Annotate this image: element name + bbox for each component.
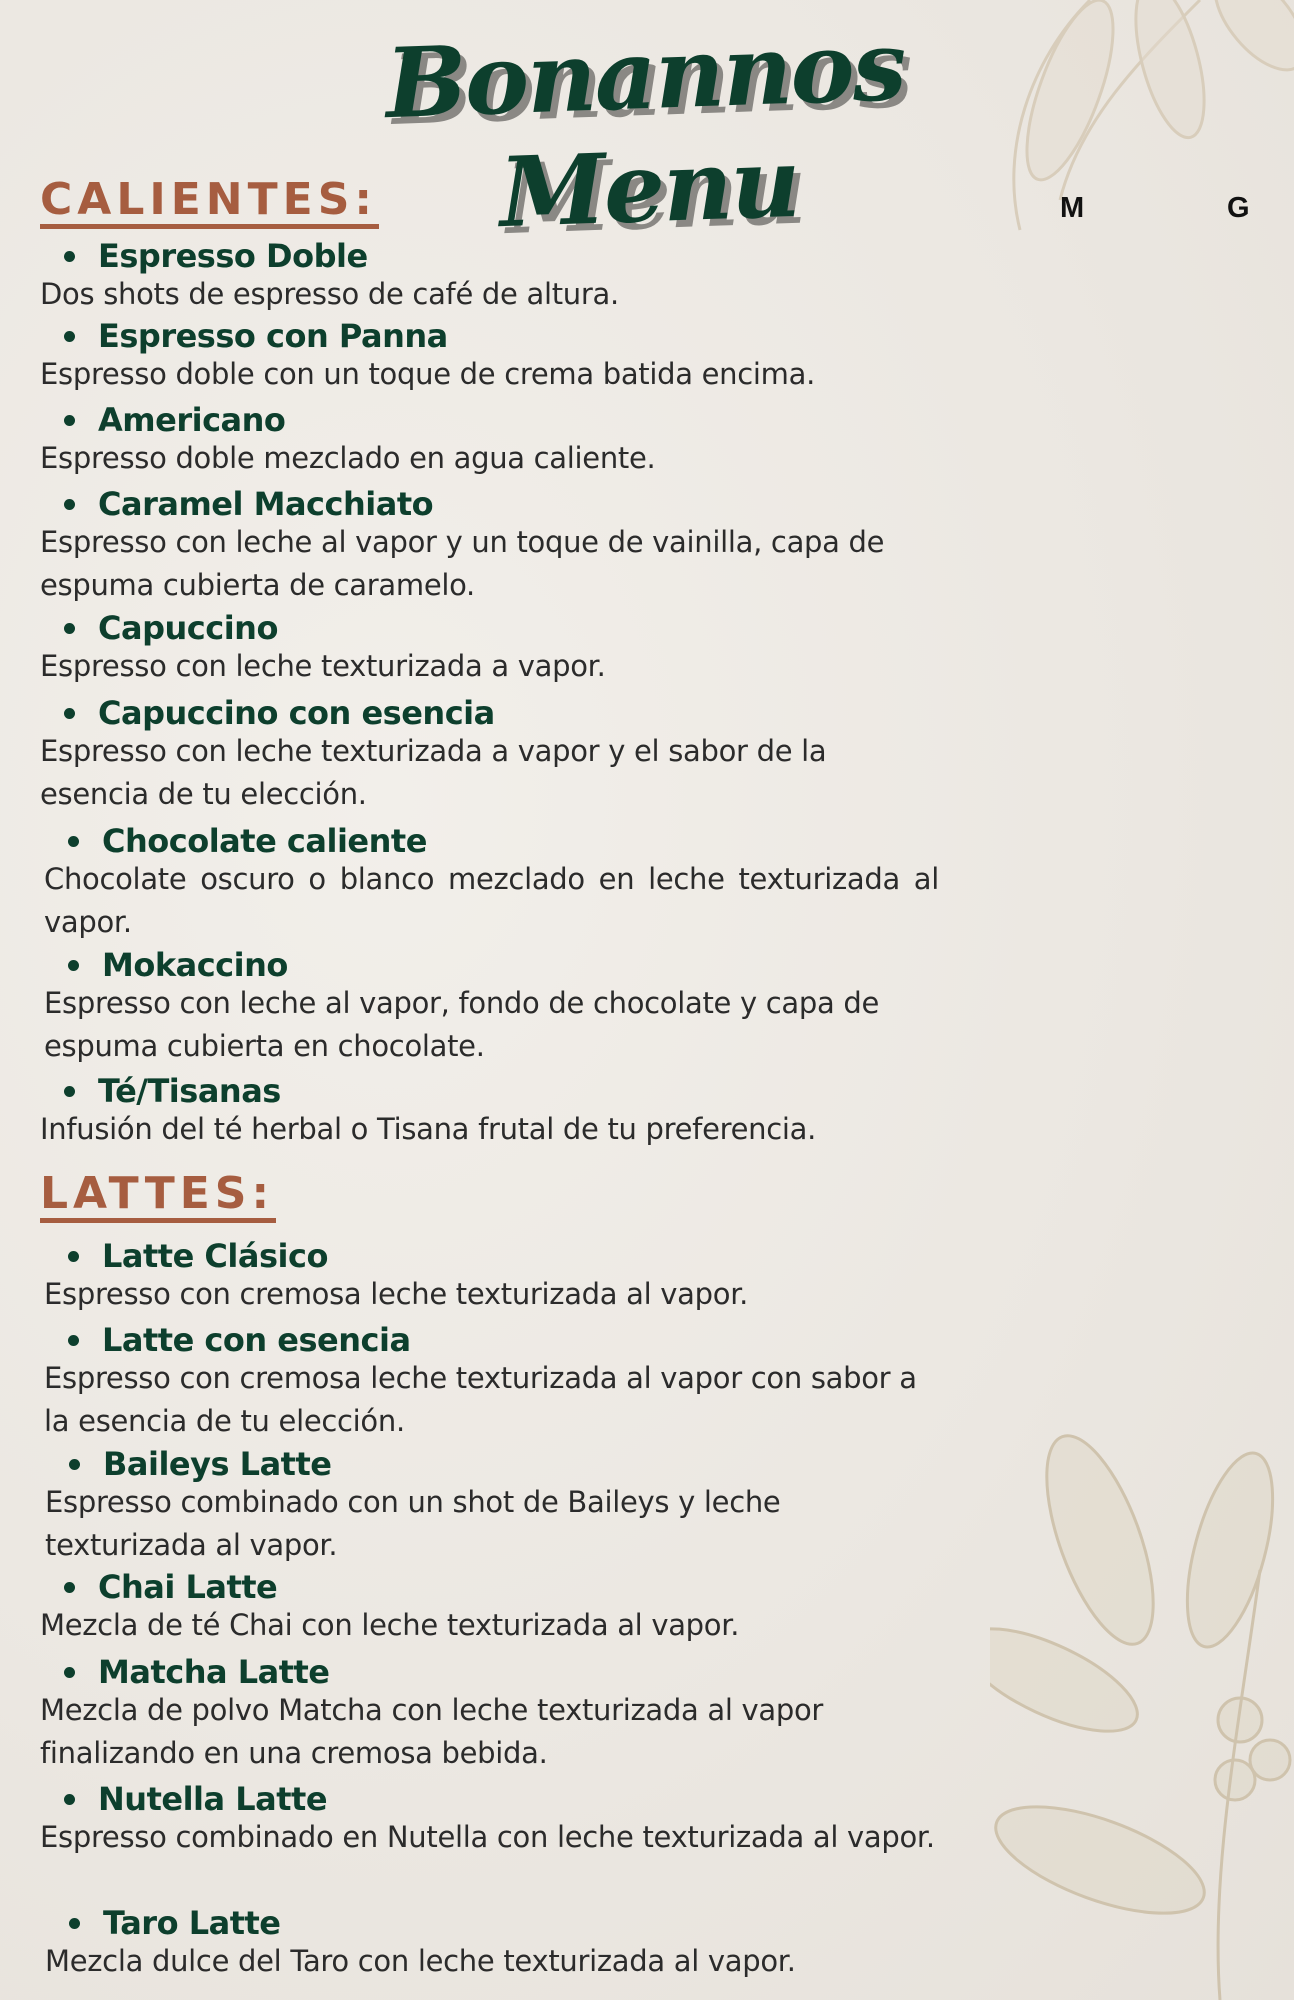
item-name: Matcha Latte xyxy=(40,1655,935,1689)
menu-item xyxy=(40,403,935,480)
item-description: Infusión del té herbal o Tisana frutal de tu preferencia. xyxy=(40,1112,817,1146)
item-description: Mezcla de té Chai con leche texturizada al vapor. xyxy=(40,1608,740,1642)
item-name: Capuccino xyxy=(40,611,935,645)
item-description: Espresso combinado en Nutella con leche texturizada al vapor. xyxy=(40,1820,935,1854)
section-heading-calientes: CALIENTES: xyxy=(40,176,379,229)
menu-title: Bonannos Menu xyxy=(383,9,907,250)
item-description: Espresso con cremosa leche texturizada al vapor. xyxy=(44,1277,749,1311)
item-description: Espresso doble mezclado en agua caliente. xyxy=(40,441,656,475)
item-name: Baileys Latte xyxy=(45,1447,940,1481)
menu-item xyxy=(40,1570,935,1647)
menu-item xyxy=(45,1906,940,1983)
item-name: Caramel Macchiato xyxy=(40,487,935,521)
menu-item xyxy=(40,487,935,607)
item-description: Espresso con leche al vapor, fondo de chocolate y capa de espuma cubierta en chocolate. xyxy=(44,986,880,1063)
item-name: Espresso con Panna xyxy=(40,319,935,353)
item-name: Latte con esencia xyxy=(44,1323,939,1357)
menu-item xyxy=(40,319,935,396)
item-name: Mokaccino xyxy=(44,948,939,982)
item-description: Dos shots de espresso de café de altura. xyxy=(40,277,619,311)
menu-item xyxy=(40,1074,935,1151)
item-description: Espresso con leche texturizada a vapor y el sabor de la esencia de tu elección. xyxy=(40,734,827,811)
item-name: Espresso Doble xyxy=(40,239,935,273)
item-description: Espresso con leche texturizada a vapor. xyxy=(40,649,606,683)
menu-item xyxy=(40,611,935,688)
item-description: Espresso con cremosa leche texturizada al vapor con sabor a la esencia de tu elección. xyxy=(44,1361,917,1438)
menu-item xyxy=(40,696,935,816)
item-description: Chocolate oscuro o blanco mezclado en leche texturizada al vapor. xyxy=(44,862,939,939)
item-description: Espresso con leche al vapor y un toque de vainilla, capa de espuma cubierta de caramelo. xyxy=(40,525,885,602)
item-name: Latte Clásico xyxy=(44,1239,939,1273)
item-name: Americano xyxy=(40,403,935,437)
menu-item xyxy=(40,1782,935,1859)
menu-item xyxy=(44,1323,939,1443)
item-name: Chai Latte xyxy=(40,1570,935,1604)
menu-item xyxy=(44,948,939,1068)
menu-item xyxy=(45,1447,940,1567)
menu-item xyxy=(44,824,939,944)
item-name: Taro Latte xyxy=(45,1906,940,1940)
size-header-g: G xyxy=(1227,192,1250,224)
coffee-leaves-decoration-bottom xyxy=(990,1420,1294,2000)
item-description: Mezcla de polvo Matcha con leche texturizada al vapor finalizando en una cremosa bebida. xyxy=(40,1693,824,1770)
item-name: Capuccino con esencia xyxy=(40,696,935,730)
item-description: Espresso combinado con un shot de Baileys y leche texturizada al vapor. xyxy=(45,1485,781,1562)
item-name: Chocolate caliente xyxy=(44,824,939,858)
menu-item xyxy=(40,1655,935,1775)
section-heading-lattes: LATTES: xyxy=(40,1170,276,1223)
menu-item xyxy=(44,1239,939,1316)
item-name: Té/Tisanas xyxy=(40,1074,935,1108)
item-description: Mezcla dulce del Taro con leche texturizada al vapor. xyxy=(45,1944,796,1978)
item-description: Espresso doble con un toque de crema batida encima. xyxy=(40,357,815,391)
menu-item xyxy=(40,239,935,316)
item-name: Nutella Latte xyxy=(40,1782,935,1816)
size-header-m: M xyxy=(1060,192,1085,224)
